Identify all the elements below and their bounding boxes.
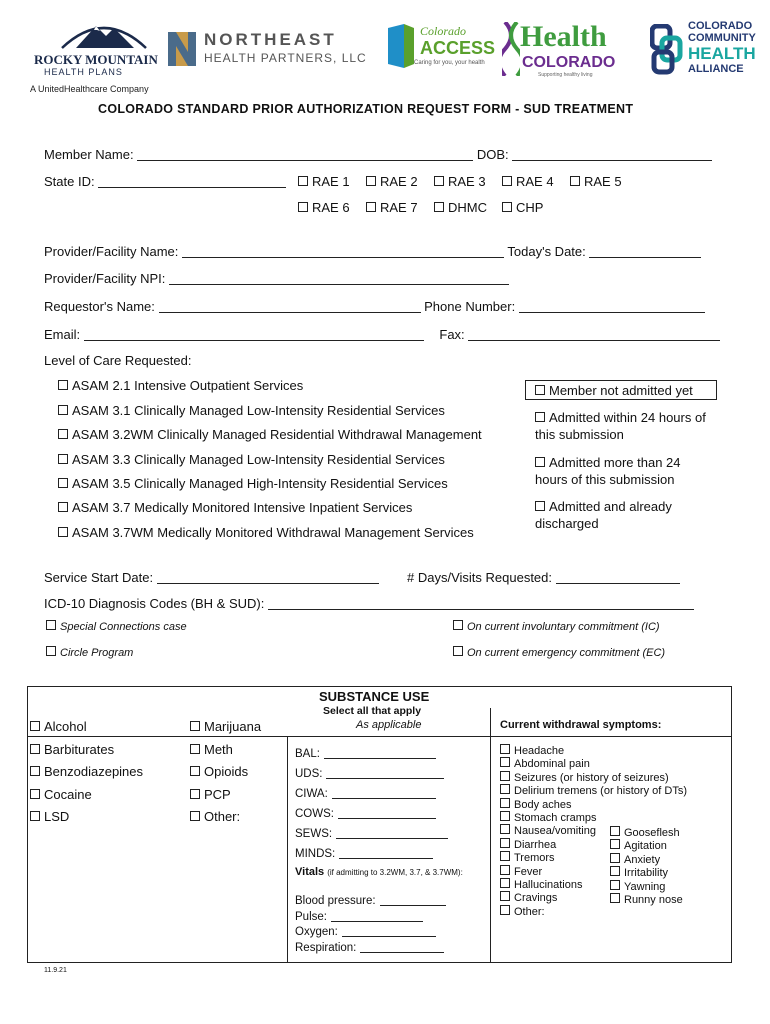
symptom-option-label: Fever xyxy=(514,865,543,878)
score-field[interactable] xyxy=(339,846,433,859)
admit-option-4-label-cont: discharged xyxy=(535,516,599,531)
checkbox[interactable] xyxy=(434,202,444,212)
symptom-option[interactable] xyxy=(610,866,668,879)
access-tagline: Caring for you, your health xyxy=(414,60,485,66)
symptom-option-label: Delirium tremens (or history of DTs) xyxy=(514,785,687,798)
rocky-mountain-logo xyxy=(30,14,164,94)
checkbox[interactable] xyxy=(535,457,545,467)
state-id-row xyxy=(44,174,286,189)
alliance-l4: ALLIANCE xyxy=(688,63,744,75)
loc-option-label: ASAM 3.7 Medically Monitored Intensive Inpatient Services xyxy=(72,500,413,515)
checkbox[interactable] xyxy=(366,202,376,212)
substance-option-label: LSD xyxy=(44,809,70,824)
checkbox[interactable] xyxy=(298,202,308,212)
admit-option-4-label: Admitted and already xyxy=(549,499,672,514)
dna-icon xyxy=(502,22,520,76)
rae-option[interactable] xyxy=(434,174,486,189)
health-tagline: Supporting healthy living xyxy=(538,72,593,78)
checkbox[interactable] xyxy=(610,893,620,903)
checkbox[interactable] xyxy=(190,766,200,776)
rae-option-label: RAE 5 xyxy=(584,174,622,189)
symptom-option-label: Yawning xyxy=(624,880,666,893)
checkbox[interactable] xyxy=(535,412,545,422)
as-applicable-note: As applicable xyxy=(356,719,422,731)
special-connections[interactable] xyxy=(46,620,187,633)
days-row xyxy=(407,570,680,585)
npi-label: Provider/Facility NPI: xyxy=(44,271,166,286)
northeast-logo xyxy=(168,30,378,70)
symptom-option-label: Cravings xyxy=(514,892,558,905)
service-start-row xyxy=(44,570,379,585)
substance-option[interactable] xyxy=(190,809,240,824)
emergency-commitment[interactable] xyxy=(453,646,665,659)
npi-row xyxy=(44,271,509,286)
checkbox[interactable] xyxy=(30,744,40,754)
loc-heading: Level of Care Requested: xyxy=(44,353,192,368)
checkbox[interactable] xyxy=(58,405,68,415)
vital-field[interactable] xyxy=(331,909,423,922)
symptom-option[interactable] xyxy=(500,811,597,824)
symptom-option-label: Headache xyxy=(514,745,565,757)
member-name-field[interactable] xyxy=(137,148,473,161)
score-row xyxy=(295,806,436,820)
vital-row xyxy=(295,909,423,923)
fax-field[interactable] xyxy=(468,328,720,341)
circle-program[interactable] xyxy=(46,646,133,659)
northeast-sub: HEALTH PARTNERS, LLC xyxy=(204,51,367,65)
checkbox[interactable] xyxy=(610,866,620,876)
rae-option-label: RAE 4 xyxy=(516,174,554,189)
loc-option[interactable] xyxy=(58,427,482,442)
state-id-field[interactable] xyxy=(98,175,286,188)
checkbox[interactable] xyxy=(453,646,463,656)
vital-field[interactable] xyxy=(380,893,446,906)
special-connections-label: Special Connections case xyxy=(60,621,187,633)
rae-option-label: DHMC xyxy=(448,200,487,215)
loc-option-label: ASAM 3.1 Clinically Managed Low-Intensity Residential Services xyxy=(72,403,445,418)
loc-option-label: ASAM 3.3 Clinically Managed Low-Intensity Residential Services xyxy=(72,452,445,467)
loc-option[interactable] xyxy=(58,452,445,467)
symptom-option[interactable] xyxy=(500,891,557,904)
symptom-option[interactable] xyxy=(500,798,571,811)
checkbox[interactable] xyxy=(30,721,40,731)
checkbox[interactable] xyxy=(190,789,200,799)
checkbox[interactable] xyxy=(190,744,200,754)
checkbox[interactable] xyxy=(500,757,510,767)
checkbox[interactable] xyxy=(500,891,510,901)
substance-option[interactable] xyxy=(30,719,87,734)
loc-option[interactable] xyxy=(58,500,412,515)
email-field[interactable] xyxy=(84,328,424,341)
symptom-option[interactable] xyxy=(500,878,582,891)
admit-option-1[interactable] xyxy=(535,383,693,398)
score-field[interactable] xyxy=(332,786,436,799)
checkbox[interactable] xyxy=(610,880,620,890)
community-alliance-logo xyxy=(650,18,765,82)
alliance-l1: COLORADO xyxy=(688,20,753,32)
substance-option-label: Meth xyxy=(204,741,233,757)
checkbox[interactable] xyxy=(500,905,510,915)
involuntary-label: On current involuntary commitment (IC) xyxy=(467,621,660,633)
rae-option-label: RAE 2 xyxy=(380,174,418,189)
vital-label: Pulse: xyxy=(295,910,327,923)
symptom-option[interactable] xyxy=(610,853,660,866)
symptom-option-label: Abdominal pain xyxy=(514,758,590,771)
checkbox[interactable] xyxy=(500,784,510,794)
symptom-option[interactable] xyxy=(610,826,680,839)
substance-subtitle: Select all that apply xyxy=(323,705,422,717)
vital-row xyxy=(295,940,444,954)
score-label: UDS: xyxy=(295,768,323,780)
symptom-option[interactable] xyxy=(500,851,555,864)
checkbox[interactable] xyxy=(500,824,510,834)
provider-name-label: Provider/Facility Name: xyxy=(44,244,179,259)
score-label: BAL: xyxy=(295,748,320,760)
symptom-option[interactable] xyxy=(610,880,665,893)
checkbox[interactable] xyxy=(500,865,510,875)
checkbox[interactable] xyxy=(58,454,68,464)
symptom-option-label: Stomach cramps xyxy=(514,812,597,824)
northeast-name: NORTHEAST xyxy=(204,30,337,49)
rae-option[interactable] xyxy=(570,174,622,189)
access-script: Colorado xyxy=(420,24,467,38)
checkbox[interactable] xyxy=(190,721,200,731)
symptom-option-label: Diarrhea xyxy=(514,838,557,851)
checkbox[interactable] xyxy=(366,176,376,186)
substance-option[interactable] xyxy=(30,809,69,824)
substance-option[interactable] xyxy=(190,787,231,802)
colorado-access-logo xyxy=(384,22,494,74)
withdrawal-heading: Current withdrawal symptoms: xyxy=(500,719,662,731)
vitals-note: (if admitting to 3.2WM, 3.7, & 3.7WM): xyxy=(327,868,463,877)
days-field[interactable] xyxy=(556,571,680,584)
vital-label: Blood pressure: xyxy=(295,895,376,907)
score-row xyxy=(295,786,436,800)
checkbox[interactable] xyxy=(58,478,68,488)
requestor-row xyxy=(44,299,705,314)
form-title: COLORADO STANDARD PRIOR AUTHORIZATION REQUEST FORM - SUD TREATMENT xyxy=(98,102,634,116)
health-colorado-logo xyxy=(502,20,642,80)
score-label: COWS: xyxy=(295,808,334,820)
symptom-option[interactable] xyxy=(500,838,556,851)
today-date-label: Today's Date: xyxy=(507,244,586,259)
circle-program-label: Circle Program xyxy=(60,647,134,659)
checkbox[interactable] xyxy=(58,527,68,537)
phone-field[interactable] xyxy=(519,300,705,313)
score-row xyxy=(295,766,444,780)
provider-name-row xyxy=(44,244,701,259)
symptom-option-label: Body aches xyxy=(514,798,572,811)
checkbox[interactable] xyxy=(46,620,56,630)
checkbox[interactable] xyxy=(610,853,620,863)
rae-option[interactable] xyxy=(366,200,418,215)
phone-label: Phone Number: xyxy=(424,299,516,314)
admit-option-3-label-cont: hours of this submission xyxy=(535,472,675,487)
substance-option[interactable] xyxy=(30,787,92,802)
symptom-option-label: Agitation xyxy=(624,840,667,853)
admit-option-3[interactable] xyxy=(535,455,681,470)
checkbox[interactable] xyxy=(610,839,620,849)
vital-label: Respiration: xyxy=(295,941,357,954)
alliance-knot-icon xyxy=(650,24,684,76)
substance-option[interactable] xyxy=(190,764,248,779)
vital-label: Oxygen: xyxy=(295,926,338,938)
symptom-option[interactable] xyxy=(500,905,545,918)
substance-option-label: PCP xyxy=(204,786,231,802)
door-icon xyxy=(384,22,416,70)
score-field[interactable] xyxy=(338,806,436,819)
checkbox[interactable] xyxy=(535,385,545,395)
symptom-option[interactable] xyxy=(500,824,596,837)
checkbox[interactable] xyxy=(58,380,68,390)
northeast-n-icon xyxy=(168,32,196,66)
vitals-heading xyxy=(295,866,463,878)
member-name-label: Member Name: xyxy=(44,147,134,162)
substance-option-label: Cocaine xyxy=(44,786,92,802)
health-name: Health xyxy=(520,20,607,53)
loc-option[interactable] xyxy=(58,525,474,540)
rae-option-label: RAE 1 xyxy=(312,174,350,189)
checkbox[interactable] xyxy=(58,429,68,439)
admit-option-1-label: Member not admitted yet xyxy=(549,383,693,398)
checkbox[interactable] xyxy=(434,176,444,186)
alliance-l3: HEALTH xyxy=(688,44,756,63)
icd-label: ICD-10 Diagnosis Codes (BH & SUD): xyxy=(44,596,265,611)
substance-option-label: Opioids xyxy=(204,764,249,779)
requestor-label: Requestor's Name: xyxy=(44,299,155,314)
rae-option[interactable] xyxy=(298,174,350,189)
vital-field[interactable] xyxy=(360,940,444,953)
checkbox[interactable] xyxy=(500,811,510,821)
substance-option-label: Barbiturates xyxy=(44,741,115,757)
score-label: SEWS: xyxy=(295,828,333,840)
icd-row xyxy=(44,596,694,611)
symptom-option-label: Irritability xyxy=(624,867,669,880)
health-sub: COLORADO xyxy=(522,54,616,71)
rae-option[interactable] xyxy=(434,200,487,215)
checkbox[interactable] xyxy=(453,620,463,630)
rae-option-label: RAE 7 xyxy=(380,200,418,215)
fax-label: Fax: xyxy=(439,327,465,342)
score-row xyxy=(295,846,433,860)
checkbox[interactable] xyxy=(500,851,510,861)
checkbox[interactable] xyxy=(535,501,545,511)
substance-option-label: Alcohol xyxy=(44,719,87,734)
symptom-option-label: Runny nose xyxy=(624,894,683,906)
substance-option[interactable] xyxy=(190,719,261,734)
symptom-option-label: Tremors xyxy=(514,852,555,865)
provider-name-field[interactable] xyxy=(182,245,504,258)
loc-option[interactable] xyxy=(58,378,303,393)
days-label: # Days/Visits Requested: xyxy=(407,570,552,585)
npi-field[interactable] xyxy=(169,272,509,285)
loc-option-label: ASAM 3.2WM Clinically Managed Residential Withdrawal Management xyxy=(72,427,482,442)
vital-field[interactable] xyxy=(342,924,436,937)
score-label: MINDS: xyxy=(295,848,336,860)
rocky-sub: HEALTH PLANS xyxy=(44,67,123,77)
substance-option-label: Benzodiazepines xyxy=(44,764,144,779)
dob-label: DOB: xyxy=(476,147,509,162)
substance-option[interactable] xyxy=(190,742,233,757)
checkbox[interactable] xyxy=(30,789,40,799)
checkbox[interactable] xyxy=(30,811,40,821)
checkbox[interactable] xyxy=(502,176,512,186)
admit-option-3-label: Admitted more than 24 xyxy=(549,455,681,470)
admission-status-box xyxy=(525,380,717,533)
rae-option-label: CHP xyxy=(516,200,544,215)
score-label: CIWA: xyxy=(295,788,328,800)
loc-option-label: ASAM 3.5 Clinically Managed High-Intensity Residential Services xyxy=(72,476,448,491)
substance-option-label: Other: xyxy=(204,809,241,824)
symptom-option-label: Other: xyxy=(514,905,545,918)
access-name: ACCESS xyxy=(420,38,496,58)
checkbox[interactable] xyxy=(46,646,56,656)
service-start-label: Service Start Date: xyxy=(44,570,154,585)
vitals-label: Vitals xyxy=(295,866,325,878)
dob-field[interactable] xyxy=(512,148,712,161)
checkbox[interactable] xyxy=(190,811,200,821)
rae-option-label: RAE 6 xyxy=(312,200,350,215)
checkbox[interactable] xyxy=(58,502,68,512)
admit-option-2-label: Admitted within 24 hours of xyxy=(549,410,706,425)
email-label: Email: xyxy=(44,327,81,342)
service-start-field[interactable] xyxy=(157,571,379,584)
symptom-option[interactable] xyxy=(500,784,687,797)
icd-field[interactable] xyxy=(268,597,694,610)
checkbox[interactable] xyxy=(502,202,512,212)
member-name-row xyxy=(44,147,712,162)
admit-option-2[interactable] xyxy=(535,410,706,425)
symptom-option[interactable] xyxy=(500,757,590,770)
substance-title: SUBSTANCE USE xyxy=(319,689,430,704)
checkbox[interactable] xyxy=(500,771,510,781)
loc-option-label: ASAM 3.7WM Medically Monitored Withdrawal Management Services xyxy=(72,525,474,540)
rae-option[interactable] xyxy=(298,200,350,215)
checkbox[interactable] xyxy=(500,878,510,888)
rae-option[interactable] xyxy=(502,200,543,215)
checkbox[interactable] xyxy=(570,176,580,186)
checkbox[interactable] xyxy=(500,744,510,754)
symptom-option-label: Nausea/vomiting xyxy=(514,825,596,838)
loc-option[interactable] xyxy=(58,403,445,418)
admit-option-2-label-cont: this submission xyxy=(535,427,624,442)
mountain-icon xyxy=(54,14,154,50)
alliance-l2: COMMUNITY xyxy=(688,32,756,44)
loc-option[interactable] xyxy=(58,476,448,491)
score-field[interactable] xyxy=(324,746,436,759)
checkbox[interactable] xyxy=(610,826,620,836)
state-id-label: State ID: xyxy=(44,174,95,189)
substance-option[interactable] xyxy=(30,742,114,757)
substance-option[interactable] xyxy=(30,764,143,779)
requestor-field[interactable] xyxy=(159,300,421,313)
symptom-option-label: Seizures (or history of seizures) xyxy=(514,771,669,784)
loc-option-label: ASAM 2.1 Intensive Outpatient Services xyxy=(72,378,304,393)
symptom-option[interactable] xyxy=(500,865,542,878)
checkbox[interactable] xyxy=(30,766,40,776)
involuntary-commitment[interactable] xyxy=(453,620,660,633)
checkbox[interactable] xyxy=(500,798,510,808)
substance-option-label: Marijuana xyxy=(204,719,262,734)
today-date-field[interactable] xyxy=(589,245,701,258)
emergency-label: On current emergency commitment (EC) xyxy=(467,647,666,659)
symptom-option-label: Hallucinations xyxy=(514,879,583,891)
rae-option[interactable] xyxy=(366,174,418,189)
symptom-option[interactable] xyxy=(610,893,683,906)
vital-row xyxy=(295,893,446,907)
rae-option-label: RAE 3 xyxy=(448,174,486,189)
symptom-option-label: Anxiety xyxy=(624,853,661,866)
symptom-option-label: Gooseflesh xyxy=(624,827,680,839)
version-label: 11.9.21 xyxy=(44,967,67,974)
score-row xyxy=(295,746,436,760)
rae-option[interactable] xyxy=(502,174,554,189)
score-field[interactable] xyxy=(336,826,448,839)
symptom-option[interactable] xyxy=(500,744,564,757)
symptom-option[interactable] xyxy=(500,771,669,784)
score-field[interactable] xyxy=(326,766,444,779)
checkbox[interactable] xyxy=(500,838,510,848)
rocky-tagline: A UnitedHealthcare Company xyxy=(30,84,149,94)
admit-option-4[interactable] xyxy=(535,499,672,514)
symptom-option[interactable] xyxy=(610,839,667,852)
rocky-name: ROCKY MOUNTAIN xyxy=(34,52,158,67)
email-row xyxy=(44,327,720,342)
score-row xyxy=(295,826,448,840)
vital-row xyxy=(295,924,436,938)
checkbox[interactable] xyxy=(298,176,308,186)
